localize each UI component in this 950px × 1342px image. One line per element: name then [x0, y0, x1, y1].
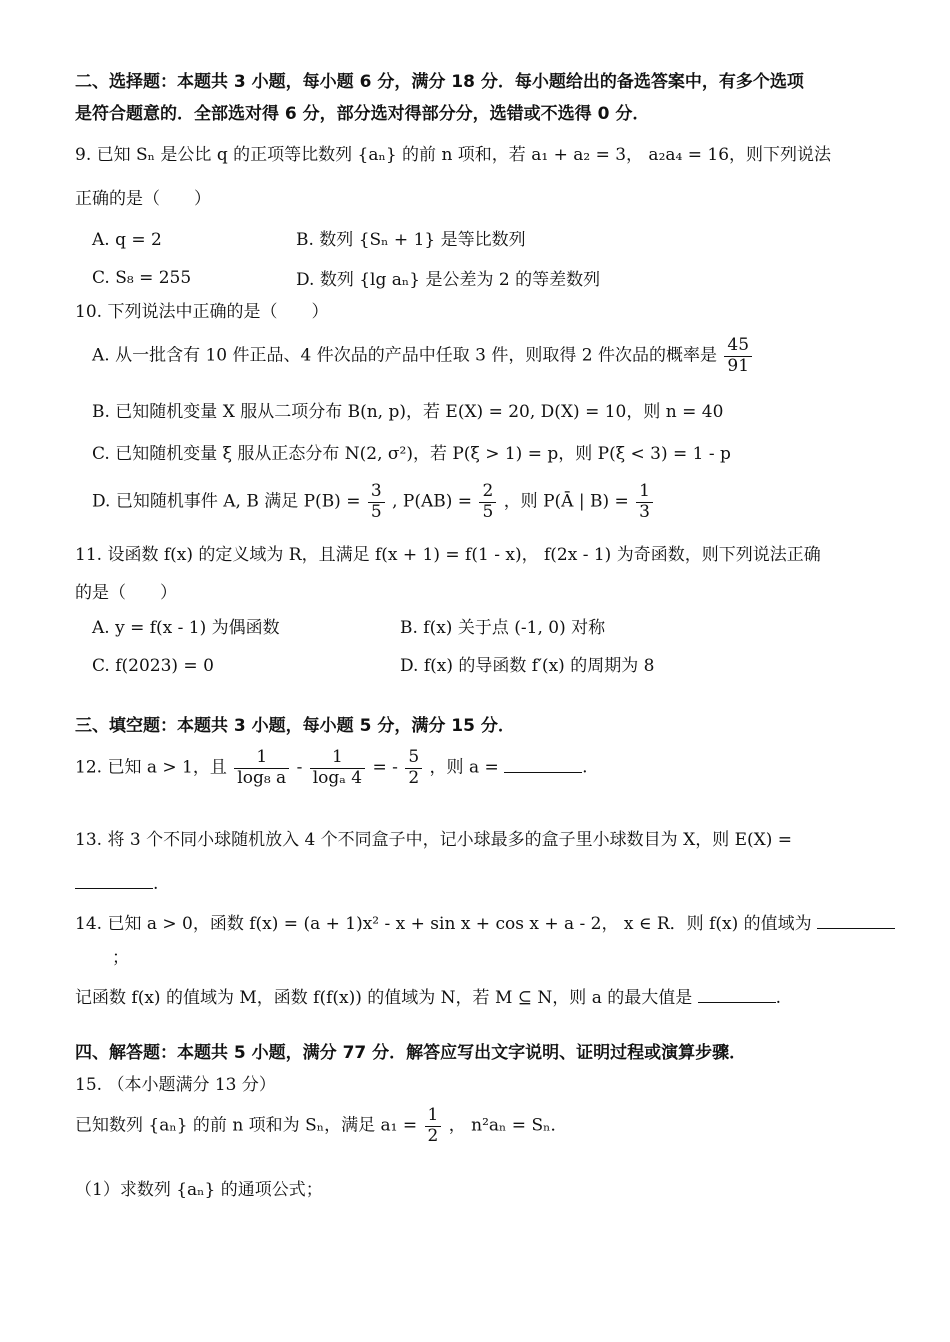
q10-stem: 10. 下列说法中正确的是（ ） [75, 302, 329, 322]
section3-heading: 三、填空题：本题共 3 小题，每小题 5 分，满分 15 分． [75, 716, 515, 736]
q13-stem: 13. 将 3 个不同小球随机放入 4 个不同盒子中，记小球最多的盒子里小球数目为 X，则 E(X) = [75, 830, 793, 850]
q15-f-num: 1 [425, 1106, 442, 1127]
q14-semicolon: ； [112, 948, 129, 968]
section2-heading-line2: 是符合题意的．全部选对得 6 分，部分选对得部分分，选错或不选得 0 分． [75, 104, 650, 124]
q10-option-a-fraction [724, 336, 752, 376]
q12-answer-blank[interactable] [504, 754, 582, 773]
q10-option-a-numerator: 45 [724, 336, 752, 357]
q9-option-c: C. S₈ = 255 [92, 268, 192, 288]
q9-stem-line2: 正确的是（ ） [75, 189, 211, 209]
q15-fraction [425, 1106, 442, 1146]
q15-title: 15. （本小题满分 13 分） [75, 1075, 276, 1095]
q10-option-d-f1-den: 5 [370, 501, 382, 522]
q11-option-a: A. y = f(x - 1) 为偶函数 [92, 618, 280, 638]
q9-stem-line1: 9. 已知 Sₙ 是公比 q 的正项等比数列 {aₙ} 的前 n 项和，若 a₁ + a₂ = 3， a₂a₄ = 16，则下列说法 [75, 145, 832, 165]
q10-option-d-f1-num: 3 [368, 482, 385, 503]
q14-text-line1: 14. 已知 a > 0，函数 f(x) = (a + 1)x² - x + sin x + cos x + a - 2， x ∈ R．则 f(x) 的值域为 [75, 914, 812, 934]
section2-heading-line1: 二、选择题：本题共 3 小题，每小题 6 分，满分 18 分．每小题给出的备选答案中，有多个选项 [75, 72, 804, 92]
q10-option-a-denominator: 91 [727, 355, 750, 376]
q15-stem-post: ， n²aₙ = Sₙ． [448, 1115, 568, 1136]
q12-eq: = - [372, 757, 398, 778]
q15-stem [75, 1106, 567, 1146]
section4-heading: 四、解答题：本题共 5 小题，满分 77 分．解答应写出文字说明、证明过程或演算步骤． [75, 1043, 747, 1063]
q13-end: . [153, 874, 159, 894]
q10-option-d-mid: , P(AB) = [392, 491, 473, 512]
q12-f1-num: 1 [234, 748, 289, 769]
q14-stem-line1 [75, 910, 895, 934]
q14-text-line2: 记函数 f(x) 的值域为 M，函数 f(f(x)) 的值域为 N，若 M ⊆ N，则 a 的最大值是 [75, 988, 693, 1008]
q10-option-d-fraction-3 [636, 482, 653, 522]
q14-stem-line2 [75, 984, 781, 1008]
q13-answer-blank[interactable] [75, 870, 153, 889]
q10-option-a [92, 336, 754, 376]
q9-option-b: B. 数列 {Sₙ + 1} 是等比数列 [296, 230, 526, 250]
q12-fraction-2 [310, 748, 365, 788]
q9-option-d: D. 数列 {lg aₙ} 是公差为 2 的等差数列 [296, 270, 601, 290]
q14-end: . [775, 988, 782, 1008]
q12-f3-num: 5 [405, 748, 422, 769]
q10-option-a-text: A. 从一批含有 10 件正品、4 件次品的产品中任取 3 件，则取得 2 件次品的概率是 [92, 345, 717, 366]
q10-option-d-f3-den: 3 [639, 501, 650, 522]
q15-part1: （1）求数列 {aₙ} 的通项公式； [75, 1180, 323, 1200]
q11-option-d: D. f(x) 的导函数 f′(x) 的周期为 8 [400, 656, 655, 676]
q10-option-d [92, 482, 655, 522]
q10-option-d-f2-num: 2 [479, 482, 496, 503]
q10-option-d-fraction-1 [368, 482, 385, 522]
q12-end: . [582, 757, 588, 778]
q14-answer-blank-1[interactable] [817, 910, 895, 929]
q11-stem-line2: 的是（ ） [75, 583, 177, 603]
q10-option-c: C. 已知随机变量 ξ 服从正态分布 N(2, σ²)，若 P(ξ > 1) = p，则 P(ξ < 3) = 1 - p [92, 444, 731, 464]
q10-option-d-post: ，则 P(Ā | B) = [503, 491, 629, 512]
q15-f-den: 2 [427, 1125, 439, 1146]
q10-option-d-pre: D. 已知随机事件 A, B 满足 P(B) = [92, 491, 361, 512]
q13-answer-line [75, 870, 158, 894]
q12-pre: 12. 已知 a > 1，且 [75, 757, 227, 778]
q12-fraction-3 [405, 748, 422, 788]
q10-option-d-f3-num: 1 [636, 482, 653, 503]
q12-f1-den: log₈ a [237, 767, 287, 788]
q11-option-b: B. f(x) 关于点 (-1, 0) 对称 [400, 618, 606, 638]
q14-answer-blank-2[interactable] [698, 984, 776, 1003]
q11-stem-line1: 11. 设函数 f(x) 的定义域为 R，且满足 f(x + 1) = f(1 - x)， f(2x - 1) 为奇函数，则下列说法正确 [75, 545, 821, 565]
q12-f2-den: logₐ 4 [312, 767, 363, 788]
q12-minus: - [296, 757, 303, 778]
q12-post: ，则 a = [429, 757, 499, 778]
q11-option-c: C. f(2023) = 0 [92, 656, 214, 676]
q12-f3-den: 2 [408, 767, 420, 788]
q10-option-d-f2-den: 5 [482, 501, 494, 522]
q10-option-d-fraction-2 [479, 482, 496, 522]
q12-line [75, 748, 588, 788]
q10-option-b: B. 已知随机变量 X 服从二项分布 B(n, p)，若 E(X) = 20, D(X) = 10，则 n = 40 [92, 402, 724, 422]
q15-stem-pre: 已知数列 {aₙ} 的前 n 项和为 Sₙ，满足 a₁ = [75, 1115, 418, 1136]
q9-option-a: A. q = 2 [92, 230, 162, 250]
q12-f2-num: 1 [310, 748, 365, 769]
q12-fraction-1 [234, 748, 289, 788]
